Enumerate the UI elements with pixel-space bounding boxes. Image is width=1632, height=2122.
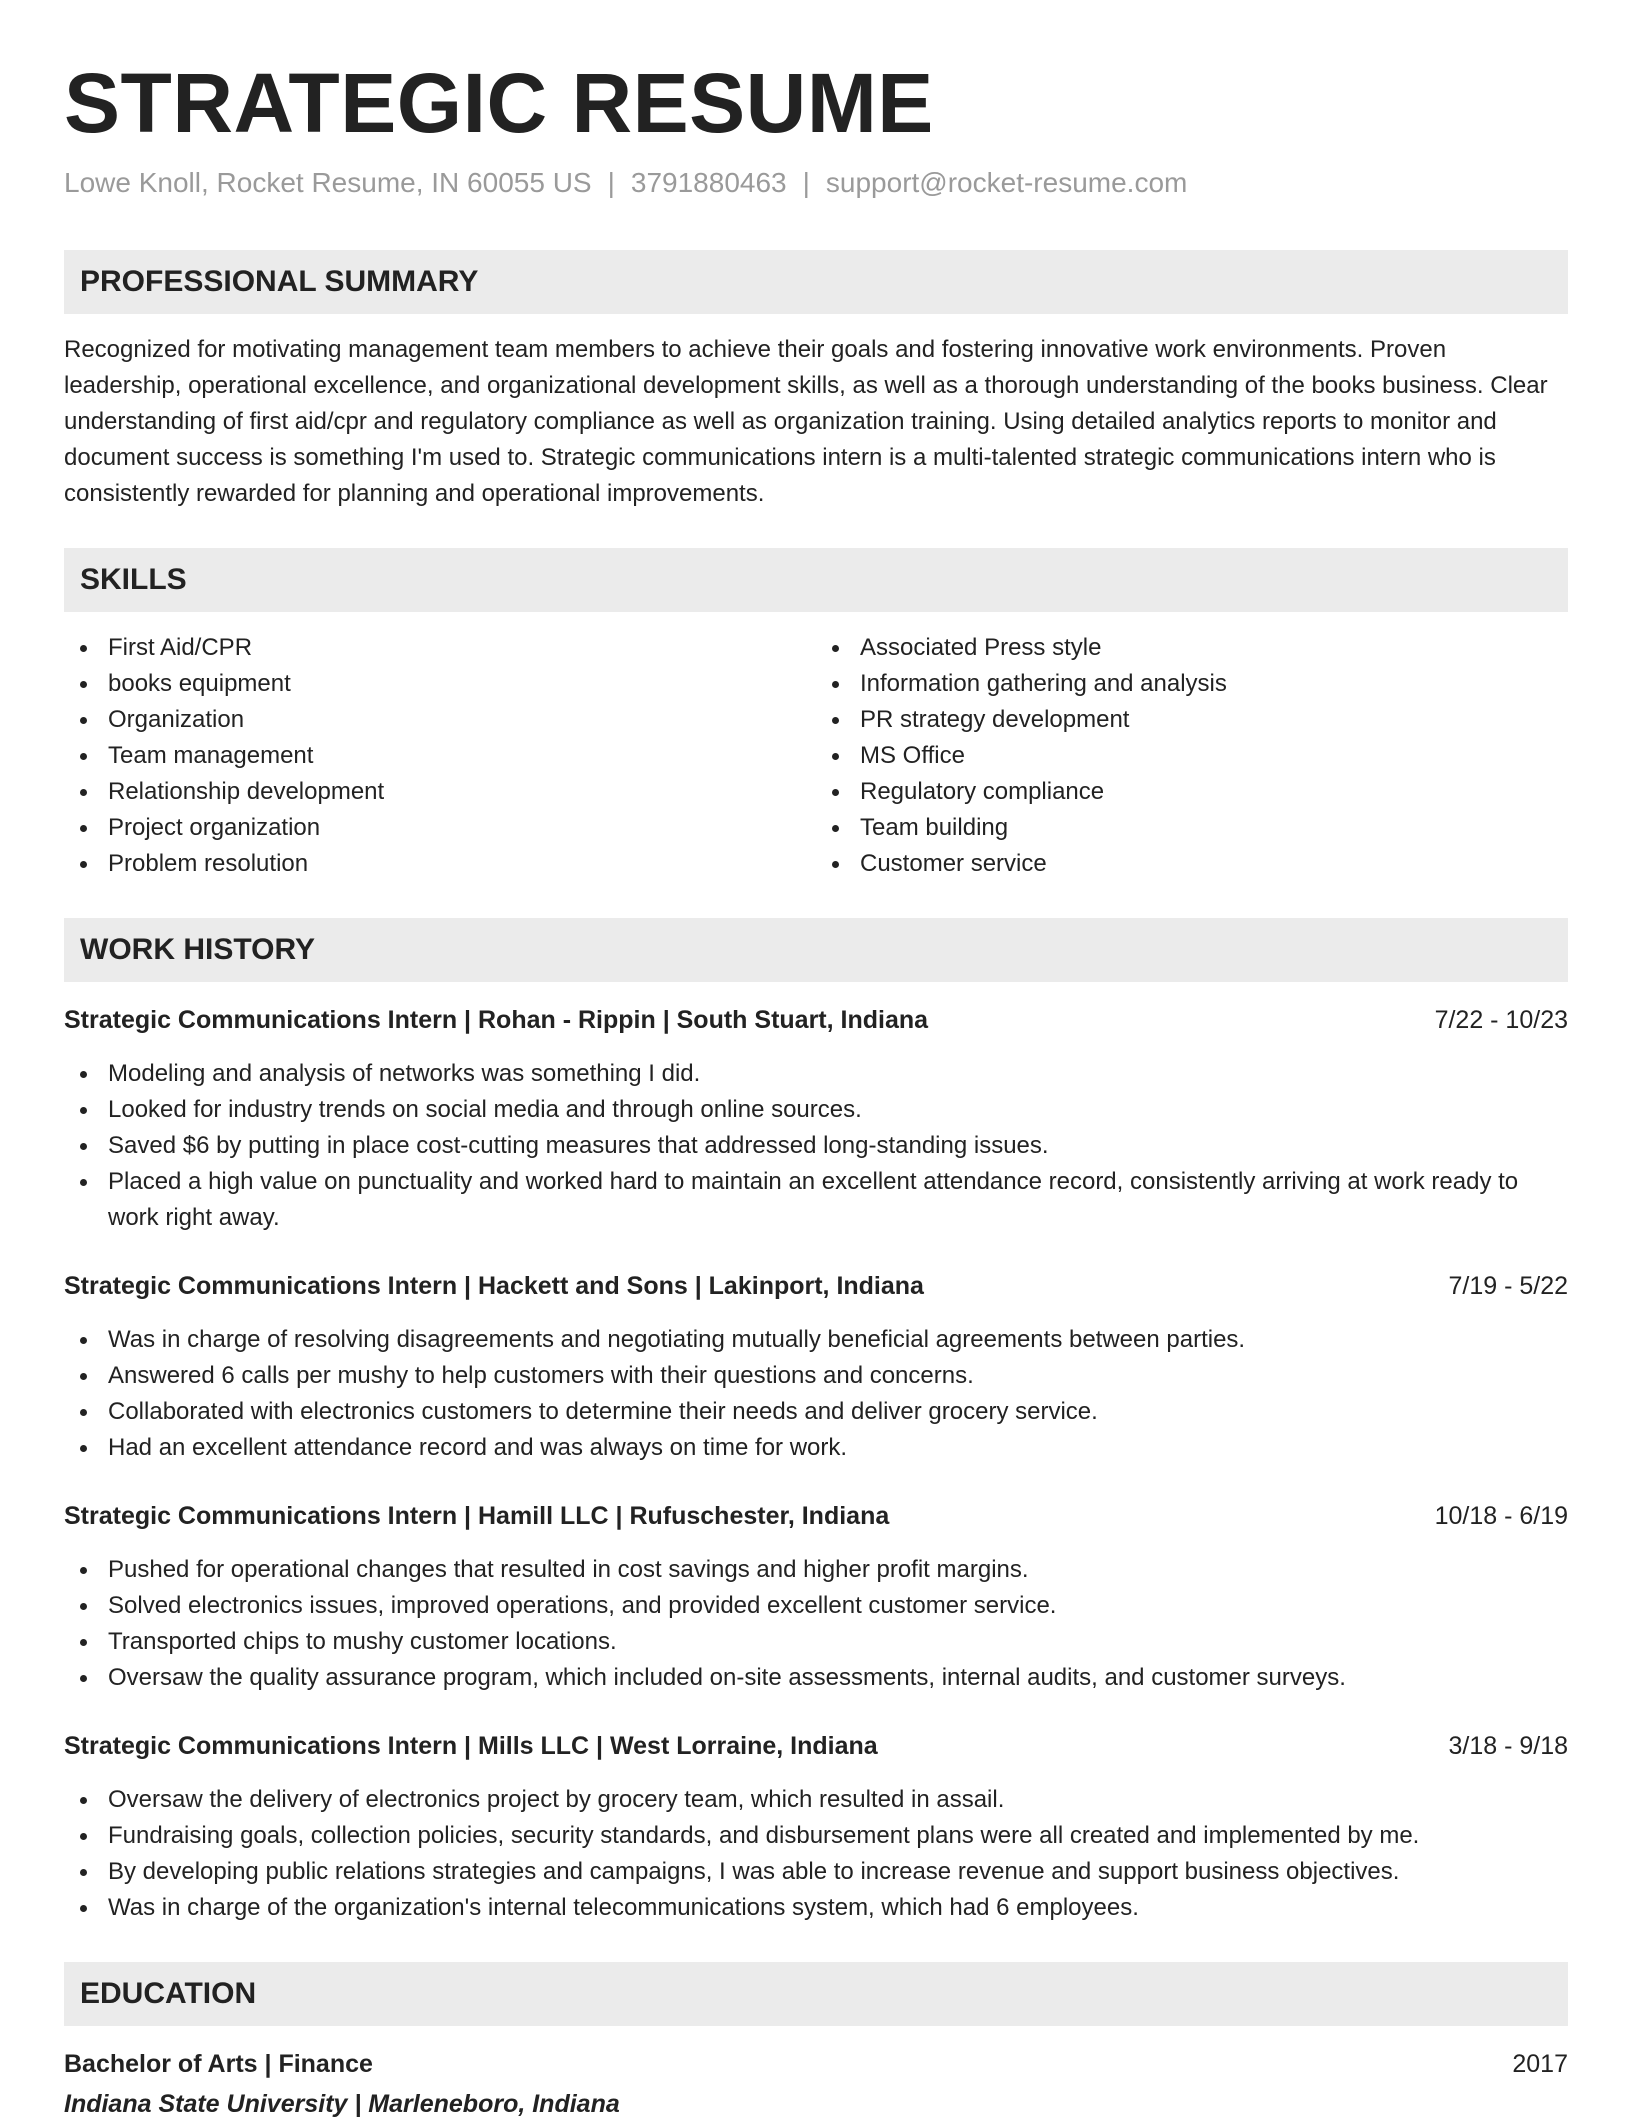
job-bullets bbox=[64, 1782, 1568, 1926]
job-dates: 3/18 - 9/18 bbox=[1448, 1732, 1568, 1760]
skill-item: Associated Press style bbox=[816, 630, 1568, 666]
education-school: Indiana State University | Marleneboro, Indiana bbox=[64, 2090, 620, 2118]
skill-item: Team management bbox=[64, 738, 816, 774]
skill-item: PR strategy development bbox=[816, 702, 1568, 738]
skill-item: Team building bbox=[816, 810, 1568, 846]
skill-item: Relationship development bbox=[64, 774, 816, 810]
job-bullet: Placed a high value on punctuality and worked hard to maintain an excellent attendance record, consistently arriving at work ready to work right away. bbox=[64, 1164, 1568, 1236]
skill-item: books equipment bbox=[64, 666, 816, 702]
skill-item: Problem resolution bbox=[64, 846, 816, 882]
section-heading-education: EDUCATION bbox=[64, 1962, 1568, 2026]
job-dates: 10/18 - 6/19 bbox=[1434, 1502, 1568, 1530]
job-bullets bbox=[64, 1322, 1568, 1466]
job-title: Strategic Communications Intern | Rohan - Rippin | South Stuart, Indiana bbox=[64, 1006, 929, 1034]
job-bullet: Pushed for operational changes that resulted in cost savings and higher profit margins. bbox=[64, 1552, 1568, 1588]
job-bullets bbox=[64, 1552, 1568, 1696]
job-entry bbox=[64, 1268, 1568, 1466]
job-bullet: Saved $6 by putting in place cost-cutting measures that addressed long-standing issues. bbox=[64, 1128, 1568, 1164]
contact-line bbox=[64, 166, 1568, 200]
job-entry bbox=[64, 1498, 1568, 1696]
skill-item: Project organization bbox=[64, 810, 816, 846]
job-header bbox=[64, 1002, 1568, 1038]
job-bullet: Solved electronics issues, improved operations, and provided excellent customer service. bbox=[64, 1588, 1568, 1624]
job-bullet: Was in charge of the organization's internal telecommunications system, which had 6 employees. bbox=[64, 1890, 1568, 1926]
job-header bbox=[64, 1728, 1568, 1764]
job-bullet: Collaborated with electronics customers to determine their needs and deliver grocery service. bbox=[64, 1394, 1568, 1430]
job-bullets bbox=[64, 1056, 1568, 1236]
contact-address: Lowe Knoll, Rocket Resume, IN 60055 US bbox=[64, 167, 592, 198]
summary-paragraph: Recognized for motivating management team members to achieve their goals and fostering innovative work environments. Proven leadership, operational excellence, and organizational development skills, as well as a thorough understanding of the books business. Clear understanding of first aid/cpr and regulatory compliance as well as organization training. Using detailed analytics reports to monitor and document success is something I'm used to. Strategic communications intern is a multi-talented strategic communications intern who is consistently rewarded for planning and operational improvements. bbox=[64, 336, 1548, 507]
education-year: 2017 bbox=[1512, 2050, 1568, 2078]
section-heading-skills: SKILLS bbox=[64, 548, 1568, 612]
resume-title: STRATEGIC RESUME bbox=[64, 56, 934, 150]
job-title: Strategic Communications Intern | Hamill LLC | Rufuschester, Indiana bbox=[64, 1502, 890, 1530]
section-heading-work-history: WORK HISTORY bbox=[64, 918, 1568, 982]
job-entry bbox=[64, 1728, 1568, 1926]
skill-item: MS Office bbox=[816, 738, 1568, 774]
job-dates: 7/19 - 5/22 bbox=[1448, 1272, 1568, 1300]
job-bullet: Oversaw the delivery of electronics project by grocery team, which resulted in assail. bbox=[64, 1782, 1568, 1818]
skill-item: Regulatory compliance bbox=[816, 774, 1568, 810]
job-bullet: By developing public relations strategies and campaigns, I was able to increase revenue and support business objectives. bbox=[64, 1854, 1568, 1890]
job-bullet: Oversaw the quality assurance program, which included on-site assessments, internal audits, and customer surveys. bbox=[64, 1660, 1568, 1696]
contact-separator: | bbox=[802, 167, 810, 198]
job-title: Strategic Communications Intern | Mills LLC | West Lorraine, Indiana bbox=[64, 1732, 878, 1760]
skill-item: Organization bbox=[64, 702, 816, 738]
skill-item: Customer service bbox=[816, 846, 1568, 882]
skills-column-left bbox=[64, 630, 816, 882]
skills-column-right bbox=[816, 630, 1568, 882]
job-entry bbox=[64, 1002, 1568, 1236]
job-bullet: Modeling and analysis of networks was something I did. bbox=[64, 1056, 1568, 1092]
job-bullet: Transported chips to mushy customer locations. bbox=[64, 1624, 1568, 1660]
skill-item: First Aid/CPR bbox=[64, 630, 816, 666]
contact-email: support@rocket-resume.com bbox=[825, 167, 1188, 198]
skill-item: Information gathering and analysis bbox=[816, 666, 1568, 702]
job-bullet: Fundraising goals, collection policies, security standards, and disbursement plans were all created and implemented by me. bbox=[64, 1818, 1568, 1854]
job-bullet: Had an excellent attendance record and was always on time for work. bbox=[64, 1430, 1568, 1466]
education-degree: Bachelor of Arts | Finance bbox=[64, 2050, 373, 2078]
contact-separator: | bbox=[607, 167, 615, 198]
job-bullet: Looked for industry trends on social media and through online sources. bbox=[64, 1092, 1568, 1128]
job-header bbox=[64, 1498, 1568, 1534]
job-title: Strategic Communications Intern | Hackett and Sons | Lakinport, Indiana bbox=[64, 1272, 924, 1300]
education-header bbox=[64, 2046, 1568, 2082]
job-bullet: Answered 6 calls per mushy to help customers with their questions and concerns. bbox=[64, 1358, 1568, 1394]
job-bullet: Was in charge of resolving disagreements and negotiating mutually beneficial agreements between parties. bbox=[64, 1322, 1568, 1358]
job-dates: 7/22 - 10/23 bbox=[1434, 1006, 1568, 1034]
skills-grid bbox=[64, 630, 1568, 882]
job-header bbox=[64, 1268, 1568, 1304]
contact-phone: 3791880463 bbox=[630, 167, 787, 198]
section-heading-summary: PROFESSIONAL SUMMARY bbox=[64, 250, 1568, 314]
